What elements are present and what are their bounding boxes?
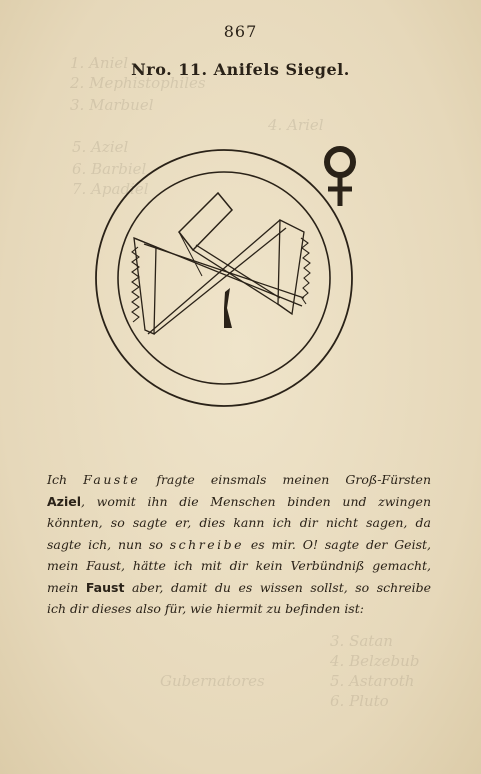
text-line [47,469,431,491]
bleed-text: 4. Ariel [268,116,324,134]
bleed-text: 7. Apadiel [72,180,149,198]
text-segment: sagte ich, nun so [47,536,170,552]
bleed-text: 3. Marbuel [70,96,154,114]
text-segment: Ich [47,472,84,487]
page-heading: Nro. 11. Anifels Siegel. [131,60,350,79]
text-line [47,577,431,599]
bleed-text: 2. Mephistophiles [70,74,206,92]
text-segment: schreibe [169,536,244,552]
text-line [47,534,431,556]
text-segment: es mir. O! sagte der Geist, [244,536,431,552]
bleed-text: 3. Satan [330,632,393,650]
body-paragraph [47,469,431,620]
page-number: 867 [223,22,258,41]
emphasized-name: Aziel [47,493,81,509]
text-line [47,598,431,620]
bleed-text: Gubernatores [160,672,265,690]
bleed-text: 4. Belzebub [330,652,420,670]
emphasized-name: Faust [85,579,125,595]
bleed-text: 5. Astaroth [330,672,415,690]
text-segment: könnten, so sagte er, dies kann ich dir nicht sagen, da [47,515,431,530]
text-segment: ich dir dieses also für, wie hiermit zu befinden ist: [47,601,364,616]
text-segment: , womit ihn die Menschen binden und zwingen [81,493,431,509]
text-segment: fragte einsmals meinen Groß-Fürsten [140,472,432,487]
bleed-text: 5. Aziel [72,138,129,156]
text-line [47,555,431,577]
bleed-text: 6. Pluto [330,692,389,710]
text-segment: Fauste [83,472,141,487]
text-line [47,512,431,534]
bleed-text: 6. Barbiel [72,160,147,178]
text-segment: mein [47,579,86,595]
venus-symbol-icon [318,144,364,210]
text-segment: mein Faust, hätte ich mit dir kein Verbündniß gemacht, [47,558,431,573]
text-segment: aber, damit du es wissen sollst, so schreibe [124,579,431,595]
text-line [47,491,431,513]
bleed-text: 1. Aniel [70,54,129,72]
